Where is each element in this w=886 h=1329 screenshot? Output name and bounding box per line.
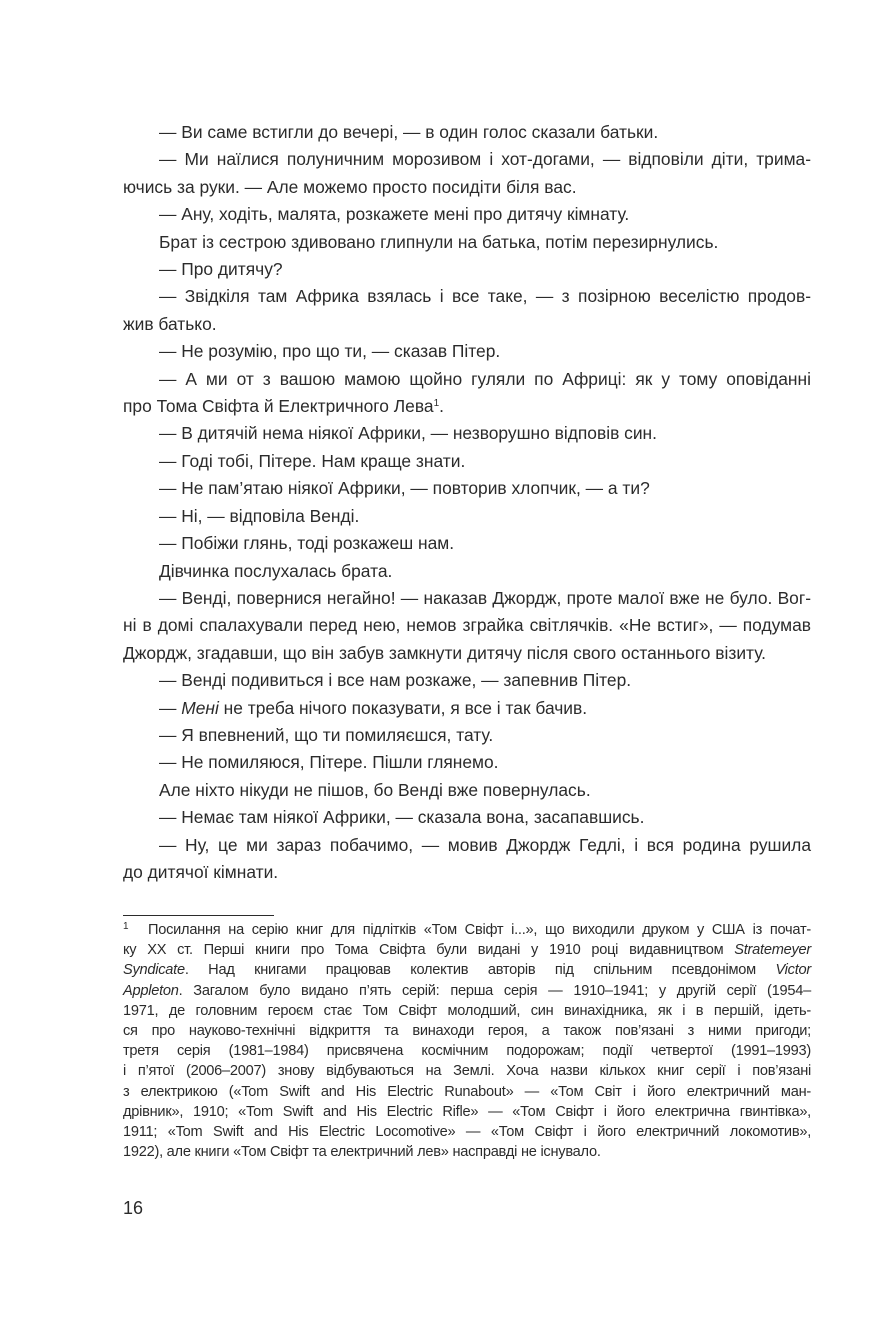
paragraph: — Ні, — відповіла Венді.: [159, 505, 360, 526]
paragraph: — Годі тобі, Пітере. Нам краще знати.: [159, 450, 466, 471]
page-number: 16: [123, 1198, 144, 1218]
paragraph: — Венді подивиться і все нам розкаже, — запевнив Пітер.: [159, 670, 632, 691]
main-text: [123, 119, 811, 886]
paragraph: — Не розумію, про що ти, — сказав Пітер.: [159, 341, 501, 362]
paragraph: — Не пам’ятаю ніякої Африки, — повторив хлопчик, — а ти?: [159, 478, 650, 499]
paragraph: — Мені не треба нічого показувати, я все і так бачив.: [159, 697, 588, 718]
paragraph: — Звідкіля там Африка взялась і все таке, — з позірною веселістю продов- жив батько.: [123, 286, 811, 334]
paragraph: — А ми от з вашою мамою щойно гуляли по Африці: як у тому оповіданні про Тома Свіфта й Електричного Лева$^1$.: [123, 368, 811, 417]
footnote-number: 1: [123, 921, 129, 932]
paragraph: — Не помиляюся, Пітере. Пішли глянемо.: [159, 752, 499, 773]
paragraph: — Ану, ходіть, малята, розкажете мені про дитячу кімнату.: [159, 204, 630, 225]
footnote-reference: 1: [433, 398, 440, 410]
paragraph: Але ніхто нікуди не пішов, бо Венді вже повернулась.: [159, 779, 591, 800]
paragraph: — Про дитячу?: [159, 259, 283, 280]
paragraph: Дівчинка послухалась брата.: [159, 560, 393, 581]
paragraph: — Ми наїлися полуничним морозивом і хот-догами, — відповіли діти, трима- ючись за руки. — Але можемо просто посидіти біля вас.: [123, 149, 811, 197]
paragraph: — Ну, це ми зараз побачимо, — мовив Джордж Гедлі, і вся родина рушила до дитячої кімнати.: [123, 834, 811, 882]
paragraph: — Ви саме встигли до вечері, — в один голос сказали батьки.: [159, 122, 659, 142]
footnote-text: Посилання на серію книг для підлітків «Том Свіфт і...», що виходили друком у США із почат- ку XX ст. Перші книги про Тома Свіфта були видані у 1910 році видавництвом Stratemeyer Syndicate. Над книгами працював колектив авторів під спільним псевдонімом Victor Appleton. Загалом було видано п’ять серій: перша серія — 1910–1941; у другій серії (1954– 1971, де головним героєм стає Том Свіфт молодший, син винахідника, як і в першій, ідеть- ся про науково-технічні відкриття та винаходи героя, а також пов’язані з ними пригоди; третя серія (1981–1984) присвячена космічним подорожам; події четвертої (1991–1993) і п’ятої (2006–2007) знову відбуваються на Землі. Хоча назви кількох книг серії і пов’язані з електрикою («Tom Swift and His Electric Runabout» — «Том Світ і його електричний ман- дрівник», 1910; «Tom Swift and His Electric Rifle» — «Том Свіфт і його електрична гвинтівка», 1911; «Tom Swift and His Electric Locomotive» — «Том Свіфт і його електричний локомотив», 1922), але книги «Том Свіфт та електричний лев» насправді не існувало.: [123, 922, 811, 1161]
paragraph: — Немає там ніякої Африки, — сказала вона, засапавшись.: [159, 807, 645, 828]
paragraph: — Венді, повернися негайно! — наказав Джордж, проте малої вже не було. Вог- ні в домі спалахували перед нею, немов зграйка світлячків. «Не встиг», — подумав Джордж, згадавши, що він забув замкнути дитячу після свого останнього візиту.: [123, 587, 811, 663]
paragraph: — В дитячій нема ніякої Африки, — незворушно відповів син.: [159, 423, 657, 444]
paragraph: — Я впевнений, що ти помиляєшся, тату.: [159, 724, 494, 745]
paragraph: — Побіжи глянь, тоді розкажеш нам.: [159, 533, 455, 554]
footnote-divider: [123, 915, 274, 916]
paragraph: Брат із сестрою здивовано глипнули на батька, потім перезирнулись.: [159, 231, 719, 252]
footnote: [123, 920, 811, 1162]
